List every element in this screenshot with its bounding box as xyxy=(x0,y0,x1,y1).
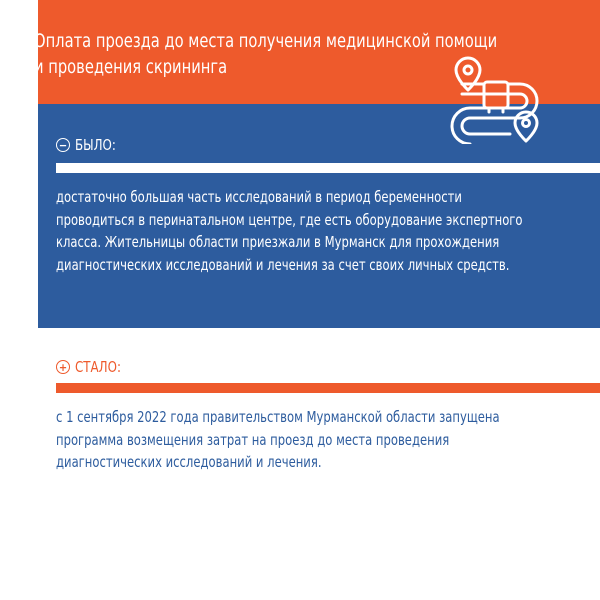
minus-circle-icon: − xyxy=(56,138,70,152)
before-line-1: достаточно большая часть исследований в период беременности xyxy=(56,188,462,206)
after-description xyxy=(56,406,589,474)
after-line-2: программа возмещения затрат на проезд до места проведения xyxy=(56,430,450,449)
page-title xyxy=(34,28,498,80)
before-description xyxy=(56,186,589,276)
plus-circle-icon: + xyxy=(56,360,70,374)
bus-route-icon xyxy=(440,54,550,144)
before-line-3: класса. Жительницы области приезжали в Мурманск для прохождения xyxy=(56,233,500,251)
before-label xyxy=(56,135,122,155)
after-label-text: СТАЛО: xyxy=(75,358,121,376)
page-title-line-2: и проведения скрининга xyxy=(34,56,228,78)
after-line-3: диагностических исследований и лечения. xyxy=(56,453,322,471)
before-divider xyxy=(56,163,600,173)
after-label xyxy=(56,357,127,377)
before-label-text: БЫЛО: xyxy=(75,136,116,154)
page-title-line-1: Оплата проезда до места получения медицинской помощи xyxy=(34,30,498,52)
after-line-1: с 1 сентября 2022 года правительством Мурманской области запущена xyxy=(56,408,500,426)
after-divider xyxy=(56,383,600,393)
before-line-4: диагностических исследований и лечения за счет своих личных средств. xyxy=(56,255,510,274)
before-line-2: проводиться в перинатальном центре, где есть оборудование экспертного xyxy=(56,210,523,229)
